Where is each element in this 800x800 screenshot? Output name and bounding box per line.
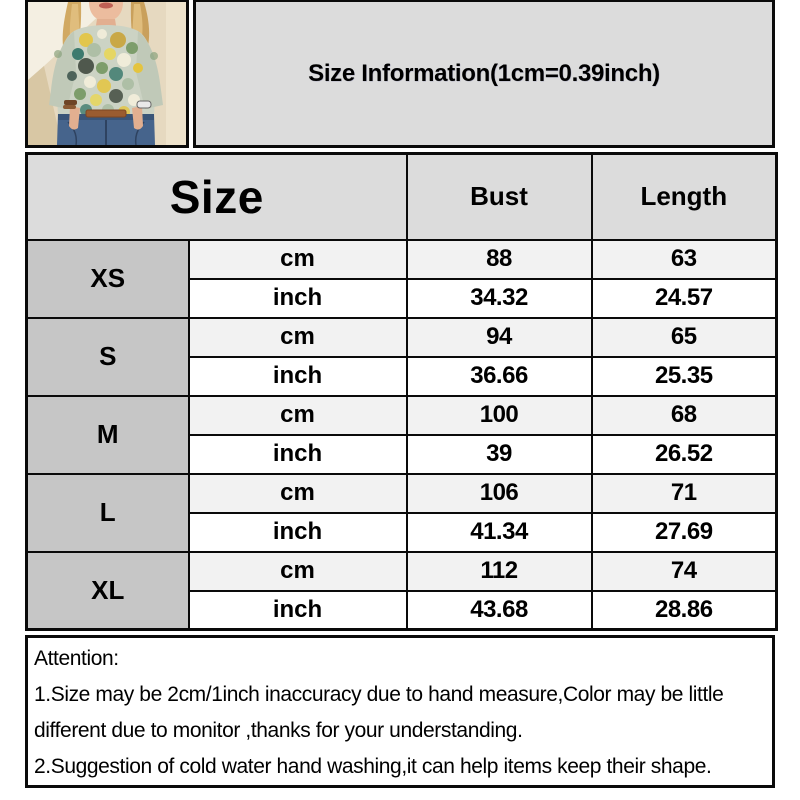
column-header-length: Length [592,154,777,240]
length-inch-l: 27.69 [592,513,777,552]
product-photo [25,0,189,148]
length-cm-m: 68 [592,396,777,435]
length-cm-s: 65 [592,318,777,357]
size-label-s: S [27,318,189,396]
length-cm-xs: 63 [592,240,777,279]
size-label-xl: XL [27,552,189,630]
bust-cm-m: 100 [407,396,592,435]
size-info-header [193,0,775,148]
length-inch-s: 25.35 [592,357,777,396]
length-inch-xs: 24.57 [592,279,777,318]
model-floral-top-illustration [28,2,186,145]
attention-heading: Attention: [34,647,119,670]
unit-label-inch-xl: inch [189,591,407,630]
length-inch-xl: 28.86 [592,591,777,630]
size-label-l: L [27,474,189,552]
bust-inch-xl: 43.68 [407,591,592,630]
bust-inch-l: 41.34 [407,513,592,552]
unit-label-cm-m: cm [189,396,407,435]
unit-label-inch-xs: inch [189,279,407,318]
column-header-size: Size [27,154,407,240]
table-row-xl-cm [27,552,777,591]
length-cm-xl: 74 [592,552,777,591]
table-row-xs-cm [27,240,777,279]
table-header-row [27,154,777,240]
bust-cm-xs: 88 [407,240,592,279]
unit-label-cm-xl: cm [189,552,407,591]
unit-label-cm-s: cm [189,318,407,357]
bust-inch-xs: 34.32 [407,279,592,318]
bust-cm-xl: 112 [407,552,592,591]
unit-label-cm-l: cm [189,474,407,513]
bust-inch-s: 36.66 [407,357,592,396]
length-cm-l: 71 [592,474,777,513]
bust-inch-m: 39 [407,435,592,474]
unit-label-inch-s: inch [189,357,407,396]
page-title: Size Information(1cm=0.39inch) [308,59,660,87]
bust-cm-l: 106 [407,474,592,513]
attention-note-2: 2.Suggestion of cold water hand washing,it can help items keep their shape. [34,755,712,778]
table-row-l-cm [27,474,777,513]
size-chart-page [25,0,775,788]
length-inch-m: 26.52 [592,435,777,474]
unit-label-cm-xs: cm [189,240,407,279]
size-label-m: M [27,396,189,474]
table-row-m-cm [27,396,777,435]
size-label-xs: XS [27,240,189,318]
size-table [25,152,778,631]
attention-notes [25,635,775,788]
bust-cm-s: 94 [407,318,592,357]
attention-note-1: 1.Size may be 2cm/1inch inaccuracy due to hand measure,Color may be little different due to monitor ,thanks for your understanding. [34,683,724,742]
top-section [25,0,775,148]
table-row-s-cm [27,318,777,357]
unit-label-inch-l: inch [189,513,407,552]
column-header-bust: Bust [407,154,592,240]
unit-label-inch-m: inch [189,435,407,474]
